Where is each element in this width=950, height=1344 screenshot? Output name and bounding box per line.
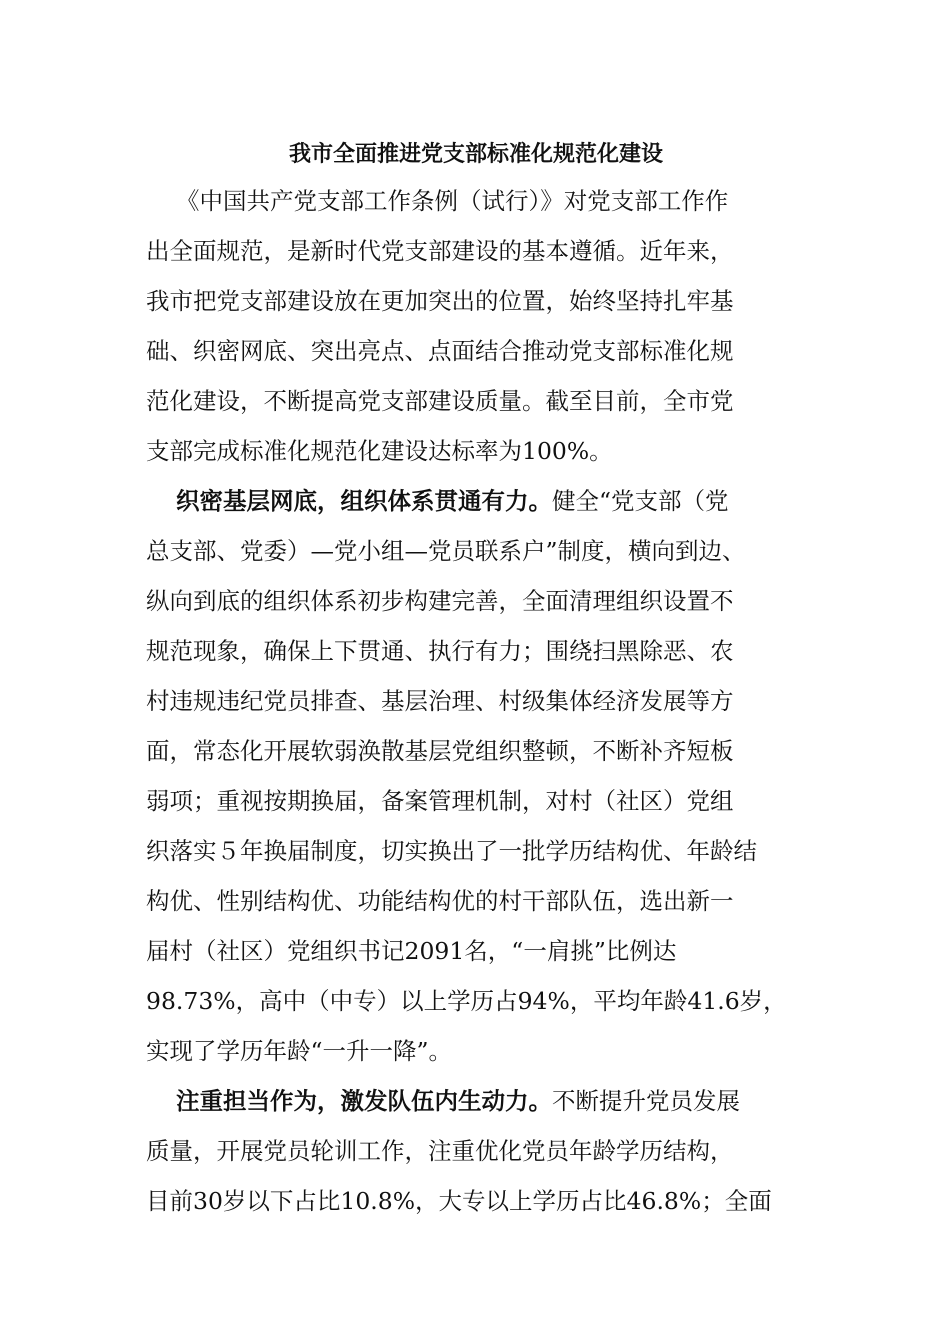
paragraph-line: 我市把党支部建设放在更加突出的位置，始终坚持扎牢基 <box>146 287 734 315</box>
paragraph-first-line <box>146 1076 806 1126</box>
paragraph-line: 弱项；重视按期换届，备案管理机制，对村（社区）党组 <box>146 787 734 815</box>
document-title: 我市全面推进党支部标准化规范化建设 <box>288 141 663 167</box>
paragraph-line: 《中国共产党支部工作条例（试行）》对党支部工作作 <box>176 187 729 215</box>
paragraph-line: 出全面规范，是新时代党支部建设的基本遵循。近年来， <box>146 237 734 265</box>
paragraph-line-text: 健全“党支部（党 <box>552 487 729 515</box>
paragraph-line: 构优、性别结构优、功能结构优的村干部队伍，选出新一 <box>146 887 734 915</box>
paragraph-line-text: 不断提升党员发展 <box>552 1087 740 1115</box>
paragraph-line: 村违规违纪党员排查、基层治理、村级集体经济发展等方 <box>146 687 734 715</box>
paragraph-line: 织落实５年换届制度，切实换出了一批学历结构优、年龄结 <box>146 837 757 865</box>
paragraph-line: 范化建设，不断提高党支部建设质量。截至目前，全市党 <box>146 387 734 415</box>
document-body <box>146 132 806 1226</box>
paragraph-line: 98.73%，高中（中专）以上学历占94%，平均年龄41.6岁， <box>146 987 787 1015</box>
paragraph-team-motivation <box>146 1076 806 1226</box>
paragraph-line: 质量，开展党员轮训工作，注重优化党员年龄学历结构， <box>146 1137 734 1165</box>
paragraph-organization-system <box>146 476 806 1076</box>
paragraph-line: 支部完成标准化规范化建设达标率为100%。 <box>146 437 613 465</box>
paragraph-line: 届村（社区）党组织书记2091名，“一肩挑”比例达 <box>146 937 677 965</box>
paragraph-line: 纵向到底的组织体系初步构建完善，全面清理组织设置不 <box>146 587 734 615</box>
paragraph-intro <box>146 176 806 476</box>
paragraph-line: 规范现象，确保上下贯通、执行有力；围绕扫黑除恶、农 <box>146 637 734 665</box>
paragraph-lead-heading: 织密基层网底，组织体系贯通有力。 <box>176 487 552 515</box>
paragraph-line: 总支部、党委）—党小组—党员联系户”制度，横向到边、 <box>146 537 746 565</box>
paragraph-line: 实现了学历年龄“一升一降”。 <box>146 1037 453 1065</box>
paragraph-line: 础、织密网底、突出亮点、点面结合推动党支部标准化规 <box>146 337 734 365</box>
paragraph-line: 目前30岁以下占比10.8%，大专以上学历占比46.8%；全面 <box>146 1187 772 1215</box>
paragraph-lead-heading: 注重担当作为，激发队伍内生动力。 <box>176 1087 552 1115</box>
paragraph-first-line <box>146 476 806 526</box>
paragraph-line: 面，常态化开展软弱涣散基层党组织整顿，不断补齐短板 <box>146 737 734 765</box>
